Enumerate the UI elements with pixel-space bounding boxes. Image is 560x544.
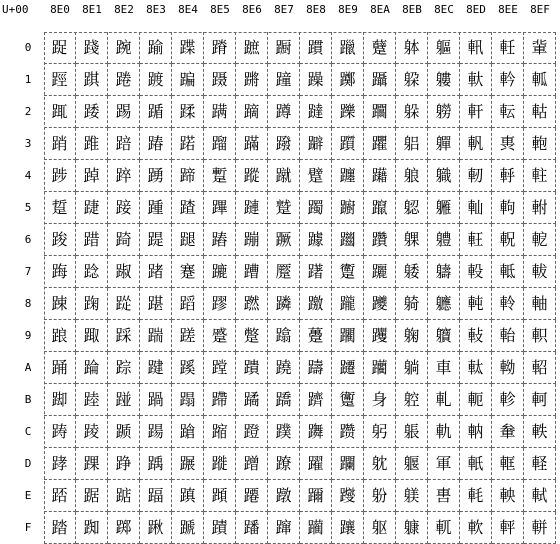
- glyph-cell: 踬: [108, 416, 140, 448]
- glyph-cell: 蹧: [236, 256, 268, 288]
- glyph-cell: 軇: [428, 256, 460, 288]
- glyph-cell: 躴: [396, 160, 428, 192]
- glyph-cell: 蹋: [172, 384, 204, 416]
- glyph-cell: 躙: [332, 320, 364, 352]
- glyph-cell: 身: [364, 384, 396, 416]
- glyph-cell: 躨: [364, 288, 396, 320]
- glyph-cell: 踷: [140, 256, 172, 288]
- column-header: 8EE: [498, 3, 518, 16]
- glyph-cell: 蹙: [204, 320, 236, 352]
- glyph-cell: 踒: [76, 96, 108, 128]
- glyph-cell: 踇: [44, 256, 76, 288]
- glyph-cell: 軳: [524, 128, 556, 160]
- glyph-cell: 蹖: [204, 224, 236, 256]
- glyph-cell: 蹴: [268, 160, 300, 192]
- glyph-cell: 軻: [524, 384, 556, 416]
- glyph-cell: 踗: [76, 256, 108, 288]
- glyph-cell: 踖: [76, 224, 108, 256]
- glyph-cell: 躱: [396, 64, 428, 96]
- row-header: 9: [24, 329, 32, 342]
- glyph-cell: 躻: [396, 384, 428, 416]
- glyph-cell: 蹂: [172, 96, 204, 128]
- glyph-cell: 踂: [44, 96, 76, 128]
- glyph-cell: 蹓: [204, 128, 236, 160]
- glyph-cell: 蹊: [172, 352, 204, 384]
- glyph-cell: 蹄: [172, 160, 204, 192]
- glyph-cell: 軅: [428, 192, 460, 224]
- glyph-cell: 蹝: [204, 448, 236, 480]
- glyph-cell: 踚: [76, 352, 108, 384]
- glyph-cell: 躁: [300, 64, 332, 96]
- glyph-cell: 軙: [460, 320, 492, 352]
- glyph-cell: 踴: [140, 160, 172, 192]
- glyph-cell: 軩: [492, 320, 524, 352]
- glyph-cell: 躺: [396, 352, 428, 384]
- glyph-cell: 蹢: [236, 96, 268, 128]
- glyph-cell: 躾: [396, 480, 428, 512]
- glyph-cell: 軣: [492, 128, 524, 160]
- glyph-cell: 軟: [460, 512, 492, 544]
- glyph-cell: 蹱: [268, 64, 300, 96]
- glyph-cell: 踌: [44, 416, 76, 448]
- glyph-cell: 躮: [364, 480, 396, 512]
- glyph-cell: 躈: [300, 288, 332, 320]
- glyph-cell: 蹆: [172, 224, 204, 256]
- glyph-cell: 蹷: [268, 256, 300, 288]
- glyph-cell: 軹: [524, 320, 556, 352]
- glyph-cell: 蹘: [204, 288, 236, 320]
- glyph-cell: 蹬: [236, 416, 268, 448]
- glyph-cell: 軕: [460, 192, 492, 224]
- glyph-cell: 踶: [140, 224, 172, 256]
- glyph-cell: 躓: [332, 128, 364, 160]
- glyph-cell: 蹼: [268, 416, 300, 448]
- glyph-cell: 蹐: [204, 32, 236, 64]
- glyph-cell: 躕: [332, 192, 364, 224]
- glyph-cell: 躚: [332, 352, 364, 384]
- glyph-cell: 踼: [140, 416, 172, 448]
- glyph-cell: 軞: [460, 480, 492, 512]
- glyph-cell: 躜: [332, 416, 364, 448]
- glyph-cell: 蹠: [236, 32, 268, 64]
- glyph-cell: 軚: [460, 352, 492, 384]
- row-header: F: [24, 521, 32, 534]
- glyph-cell: 蹳: [268, 128, 300, 160]
- glyph-cell: 躛: [332, 384, 364, 416]
- glyph-cell: 踏: [44, 512, 76, 544]
- glyph-cell: 躪: [364, 352, 396, 384]
- glyph-cell: 踤: [108, 160, 140, 192]
- column-header: 8E5: [210, 3, 230, 16]
- glyph-cell: 軮: [492, 480, 524, 512]
- column-header: 8E9: [338, 3, 358, 16]
- glyph-cell: 踣: [108, 128, 140, 160]
- glyph-cell: 躉: [300, 320, 332, 352]
- glyph-cell: 蹈: [172, 288, 204, 320]
- glyph-cell: 踉: [44, 320, 76, 352]
- glyph-cell: 躶: [396, 224, 428, 256]
- glyph-cell: 躝: [332, 448, 364, 480]
- glyph-cell: 蹜: [204, 416, 236, 448]
- glyph-cell: 躂: [300, 96, 332, 128]
- glyph-cell: 躞: [332, 480, 364, 512]
- glyph-cell: 踡: [108, 64, 140, 96]
- column-header: 8EC: [434, 3, 454, 16]
- glyph-cell: 軽: [524, 448, 556, 480]
- glyph-cell: 軨: [492, 288, 524, 320]
- glyph-cell: 蹪: [236, 352, 268, 384]
- glyph-cell: 蹕: [204, 192, 236, 224]
- glyph-cell: 躸: [396, 288, 428, 320]
- glyph-cell: 躤: [364, 160, 396, 192]
- row-header: C: [24, 425, 32, 438]
- glyph-cell: 軎: [428, 480, 460, 512]
- glyph-cell: 蹦: [236, 224, 268, 256]
- glyph-cell: 蹿: [268, 512, 300, 544]
- row-header: 2: [24, 105, 32, 118]
- glyph-cell: 躰: [396, 32, 428, 64]
- row-header: D: [24, 457, 32, 470]
- glyph-cell: 躟: [332, 512, 364, 544]
- glyph-cell: 踀: [44, 32, 76, 64]
- glyph-cell: 踯: [108, 512, 140, 544]
- glyph-cell: 蹯: [236, 512, 268, 544]
- glyph-cell: 躗: [332, 256, 364, 288]
- glyph-cell: 踐: [76, 32, 108, 64]
- glyph-cell: 踞: [76, 480, 108, 512]
- glyph-cell: 躅: [300, 192, 332, 224]
- glyph-cell: 軓: [460, 128, 492, 160]
- glyph-cell: 踆: [44, 224, 76, 256]
- glyph-cell: 軤: [492, 160, 524, 192]
- glyph-cell: 躦: [364, 224, 396, 256]
- glyph-cell: 踅: [44, 192, 76, 224]
- glyph-cell: 軡: [492, 64, 524, 96]
- glyph-cell: 踿: [140, 512, 172, 544]
- glyph-cell: 踝: [76, 448, 108, 480]
- glyph-cell: 蹤: [236, 160, 268, 192]
- glyph-cell: 軋: [428, 384, 460, 416]
- glyph-cell: 踲: [140, 96, 172, 128]
- glyph-cell: 躬: [364, 416, 396, 448]
- glyph-cell: 踑: [76, 64, 108, 96]
- column-header: 8EF: [530, 3, 550, 16]
- glyph-cell: 軫: [492, 384, 524, 416]
- glyph-cell: 踭: [108, 448, 140, 480]
- glyph-cell: 踔: [76, 160, 108, 192]
- glyph-cell: 踓: [76, 128, 108, 160]
- glyph-cell: 軖: [460, 224, 492, 256]
- glyph-cell: 蹃: [172, 128, 204, 160]
- glyph-cell: 軯: [492, 512, 524, 544]
- glyph-cell: 躆: [300, 224, 332, 256]
- glyph-cell: 踸: [140, 288, 172, 320]
- row-header: 3: [24, 137, 32, 150]
- glyph-cell: 蹗: [204, 256, 236, 288]
- glyph-cell: 蹶: [268, 224, 300, 256]
- glyph-cell: 蹺: [268, 352, 300, 384]
- glyph-cell: 蹀: [172, 32, 204, 64]
- row-header: 1: [24, 73, 32, 86]
- row-header: 8: [24, 297, 32, 310]
- glyph-cell: 蹥: [236, 192, 268, 224]
- glyph-cell: 踁: [44, 64, 76, 96]
- glyph-cell: 車: [428, 352, 460, 384]
- glyph-cell: 躼: [396, 416, 428, 448]
- glyph-cell: 軪: [492, 352, 524, 384]
- column-header: 8E8: [306, 3, 326, 16]
- glyph-cell: 軠: [492, 32, 524, 64]
- glyph-cell: 踹: [140, 320, 172, 352]
- glyph-cell: 踠: [108, 32, 140, 64]
- glyph-cell: 踧: [108, 256, 140, 288]
- glyph-cell: 躠: [364, 32, 396, 64]
- glyph-cell: 軥: [492, 192, 524, 224]
- glyph-cell: 踕: [76, 192, 108, 224]
- glyph-cell: 軔: [460, 160, 492, 192]
- glyph-cell: 躏: [300, 512, 332, 544]
- glyph-cell: 軿: [524, 512, 556, 544]
- glyph-cell: 軷: [524, 256, 556, 288]
- glyph-cell: 軭: [492, 448, 524, 480]
- glyph-cell: 軗: [460, 256, 492, 288]
- glyph-cell: 踱: [140, 64, 172, 96]
- glyph-cell: 軈: [428, 288, 460, 320]
- glyph-cell: 躡: [364, 64, 396, 96]
- glyph-cell: 軦: [492, 224, 524, 256]
- row-header: 7: [24, 265, 32, 278]
- glyph-cell: 躌: [300, 416, 332, 448]
- glyph-cell: 軒: [460, 96, 492, 128]
- glyph-cell: 蹇: [172, 256, 204, 288]
- glyph-cell: 軲: [524, 96, 556, 128]
- glyph-cell: 蹏: [172, 512, 204, 544]
- glyph-cell: 軾: [524, 480, 556, 512]
- glyph-cell: 軄: [428, 160, 460, 192]
- glyph-cell: 踘: [76, 288, 108, 320]
- glyph-cell: 躖: [332, 224, 364, 256]
- glyph-cell: 躃: [300, 128, 332, 160]
- glyph-cell: 蹉: [172, 320, 204, 352]
- glyph-cell: 蹫: [236, 384, 268, 416]
- glyph-cell: 踎: [44, 480, 76, 512]
- glyph-cell: 軸: [524, 288, 556, 320]
- glyph-cell: 軰: [524, 32, 556, 64]
- row-header: 5: [24, 201, 32, 214]
- glyph-cell: 軧: [492, 256, 524, 288]
- glyph-cell: 蹞: [204, 480, 236, 512]
- glyph-cell: 踾: [140, 480, 172, 512]
- glyph-cell: 蹾: [268, 480, 300, 512]
- glyph-cell: 軂: [428, 96, 460, 128]
- glyph-cell: 蹻: [268, 384, 300, 416]
- glyph-cell: 蹽: [268, 448, 300, 480]
- glyph-cell: 躿: [396, 512, 428, 544]
- glyph-cell: 躣: [364, 128, 396, 160]
- glyph-cell: 踻: [140, 384, 172, 416]
- glyph-cell: 踳: [140, 128, 172, 160]
- row-header: E: [24, 489, 32, 502]
- glyph-cell: 踺: [140, 352, 172, 384]
- glyph-cell: 躎: [300, 480, 332, 512]
- glyph-cell: 蹛: [204, 384, 236, 416]
- glyph-cell: 軍: [428, 448, 460, 480]
- glyph-cell: 蹟: [204, 512, 236, 544]
- glyph-cell: 蹡: [236, 64, 268, 96]
- column-header: 8E6: [242, 3, 262, 16]
- column-header: 8E0: [50, 3, 70, 16]
- glyph-cell: 踽: [140, 448, 172, 480]
- glyph-cell: 軑: [460, 64, 492, 96]
- column-header: 8E4: [178, 3, 198, 16]
- glyph-cell: 軌: [428, 416, 460, 448]
- glyph-cell: 躽: [396, 448, 428, 480]
- glyph-cell: 踵: [140, 192, 172, 224]
- row-header: 4: [24, 169, 32, 182]
- glyph-cell: 軆: [428, 224, 460, 256]
- glyph-cell: 躒: [332, 96, 364, 128]
- glyph-cell: 軏: [428, 512, 460, 544]
- row-header: 0: [24, 41, 32, 54]
- glyph-grid: [44, 32, 556, 544]
- glyph-cell: 軵: [524, 192, 556, 224]
- glyph-cell: 蹣: [236, 128, 268, 160]
- corner-label: U+00: [2, 3, 29, 16]
- glyph-cell: 踜: [76, 416, 108, 448]
- glyph-cell: 蹁: [172, 64, 204, 96]
- glyph-cell: 躋: [300, 384, 332, 416]
- glyph-cell: 躲: [396, 96, 428, 128]
- glyph-cell: 軶: [524, 224, 556, 256]
- glyph-cell: 踃: [44, 128, 76, 160]
- glyph-cell: 躯: [364, 512, 396, 544]
- glyph-cell: 軺: [524, 352, 556, 384]
- glyph-cell: 軴: [524, 160, 556, 192]
- glyph-cell: 蹹: [268, 320, 300, 352]
- glyph-cell: 蹸: [268, 288, 300, 320]
- glyph-cell: 踄: [44, 160, 76, 192]
- glyph-cell: 軜: [460, 416, 492, 448]
- column-header: 8ED: [466, 3, 486, 16]
- glyph-cell: 軃: [428, 128, 460, 160]
- glyph-cell: 踢: [108, 96, 140, 128]
- glyph-cell: 軱: [524, 64, 556, 96]
- glyph-cell: 軬: [492, 416, 524, 448]
- glyph-cell: 躘: [332, 288, 364, 320]
- glyph-cell: 踮: [108, 480, 140, 512]
- glyph-cell: 蹲: [268, 96, 300, 128]
- glyph-cell: 蹒: [204, 96, 236, 128]
- glyph-cell: 踫: [108, 384, 140, 416]
- column-header: 8EA: [370, 3, 390, 16]
- glyph-cell: 踩: [108, 320, 140, 352]
- glyph-cell: 蹎: [172, 480, 204, 512]
- glyph-cell: 踛: [76, 384, 108, 416]
- glyph-cell: 躑: [332, 64, 364, 96]
- glyph-cell: 蹚: [204, 352, 236, 384]
- glyph-cell: 躔: [332, 160, 364, 192]
- glyph-cell: 躄: [300, 160, 332, 192]
- glyph-cell: 踰: [140, 32, 172, 64]
- glyph-cell: 踈: [44, 288, 76, 320]
- glyph-cell: 蹨: [236, 288, 268, 320]
- glyph-cell: 踟: [76, 512, 108, 544]
- column-header: 8E3: [146, 3, 166, 16]
- glyph-cell: 軉: [428, 320, 460, 352]
- glyph-cell: 蹑: [204, 64, 236, 96]
- glyph-cell: 躊: [300, 352, 332, 384]
- glyph-cell: 踙: [76, 320, 108, 352]
- glyph-cell: 蹍: [172, 448, 204, 480]
- glyph-cell: 躥: [364, 192, 396, 224]
- glyph-cell: 踪: [108, 352, 140, 384]
- glyph-cell: 蹌: [172, 416, 204, 448]
- glyph-cell: 躀: [300, 32, 332, 64]
- glyph-cell: 蹔: [204, 160, 236, 192]
- glyph-cell: 蹩: [236, 320, 268, 352]
- glyph-cell: 躧: [364, 256, 396, 288]
- glyph-cell: 踥: [108, 192, 140, 224]
- glyph-cell: 蹵: [268, 192, 300, 224]
- glyph-cell: 躷: [396, 256, 428, 288]
- glyph-cell: 躇: [300, 256, 332, 288]
- glyph-cell: 躹: [396, 320, 428, 352]
- glyph-cell: 蹭: [236, 448, 268, 480]
- glyph-cell: 転: [492, 96, 524, 128]
- row-header: A: [24, 361, 32, 374]
- glyph-cell: 踦: [108, 224, 140, 256]
- glyph-cell: 軛: [460, 384, 492, 416]
- glyph-cell: 躢: [364, 96, 396, 128]
- glyph-cell: 軀: [428, 32, 460, 64]
- column-header: 8E1: [82, 3, 102, 16]
- glyph-cell: 踊: [44, 352, 76, 384]
- glyph-cell: 躩: [364, 320, 396, 352]
- row-header: B: [24, 393, 32, 406]
- glyph-cell: 軼: [524, 416, 556, 448]
- glyph-cell: 踍: [44, 448, 76, 480]
- glyph-cell: 躍: [300, 448, 332, 480]
- glyph-cell: 軐: [460, 32, 492, 64]
- glyph-cell: 躳: [396, 128, 428, 160]
- glyph-cell: 踋: [44, 384, 76, 416]
- glyph-cell: 踨: [108, 288, 140, 320]
- glyph-cell: 軝: [460, 448, 492, 480]
- glyph-cell: 躭: [364, 448, 396, 480]
- glyph-cell: 軘: [460, 288, 492, 320]
- glyph-cell: 蹅: [172, 192, 204, 224]
- glyph-cell: 蹰: [268, 32, 300, 64]
- column-header: 8E7: [274, 3, 294, 16]
- glyph-cell: 軁: [428, 64, 460, 96]
- column-header: 8EB: [402, 3, 422, 16]
- glyph-cell: 躵: [396, 192, 428, 224]
- row-header: 6: [24, 233, 32, 246]
- glyph-cell: 蹮: [236, 480, 268, 512]
- column-header: 8E2: [114, 3, 134, 16]
- glyph-cell: 躐: [332, 32, 364, 64]
